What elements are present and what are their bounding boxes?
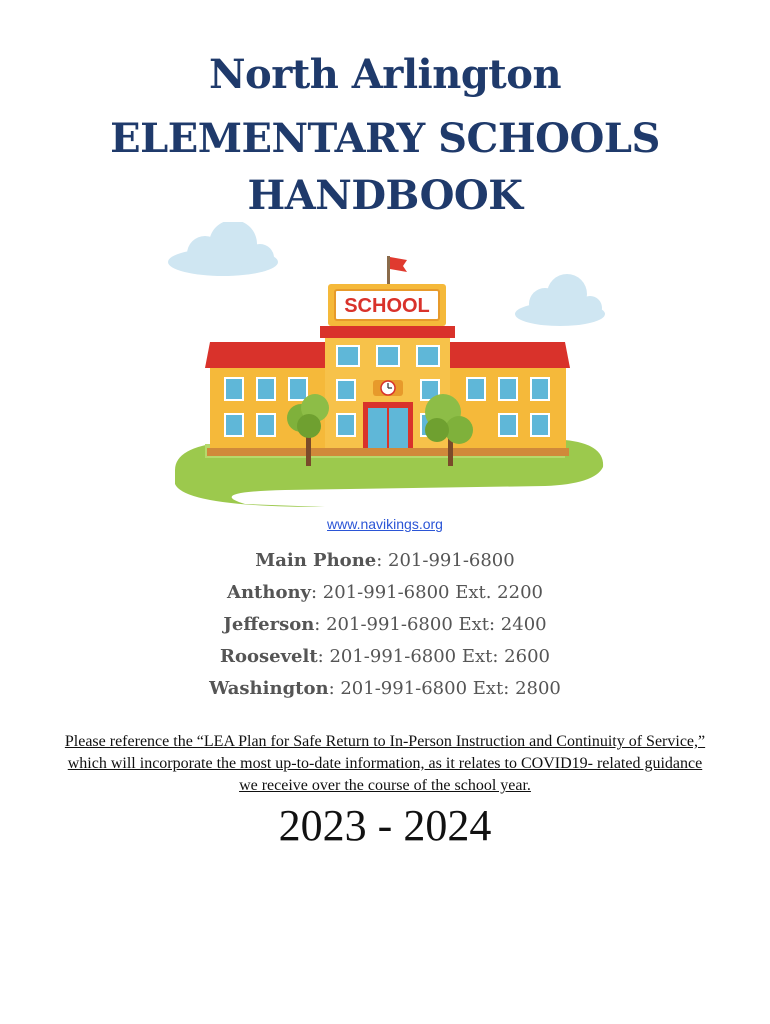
title-elementary-schools: ELEMENTARY SCHOOLS	[110, 115, 660, 162]
title-north-arlington: North Arlington	[208, 51, 562, 98]
school-building-illustration	[165, 222, 610, 507]
school-sign-text: SCHOOL	[344, 295, 430, 317]
contact-label: Jefferson	[223, 614, 315, 635]
contact-label: Main Phone	[255, 550, 377, 571]
school-year: 2023 - 2024	[278, 801, 492, 850]
left-wing-roof	[205, 342, 327, 368]
contact-value: : 201-991-6800 Ext: 2400	[314, 614, 547, 635]
contact-label: Washington	[209, 678, 329, 699]
building-base	[207, 448, 569, 456]
contact-label: Roosevelt	[220, 646, 318, 667]
cloud-left	[168, 222, 278, 276]
contact-jefferson	[0, 609, 770, 641]
contact-value: : 201-991-6800 Ext. 2200	[311, 582, 543, 603]
contact-washington	[0, 673, 770, 705]
contact-value: : 201-991-6800 Ext: 2600	[317, 646, 550, 667]
school-sign	[328, 284, 446, 326]
right-wing-roof	[448, 342, 570, 368]
contact-value: : 201-991-6800	[376, 550, 515, 571]
title-handbook: HANDBOOK	[247, 172, 523, 219]
contact-list	[0, 545, 770, 705]
contact-value: : 201-991-6800 Ext: 2800	[328, 678, 561, 699]
contact-main-phone	[0, 545, 770, 577]
contact-roosevelt	[0, 641, 770, 673]
center-roof-band	[320, 326, 455, 338]
clock-icon	[373, 380, 403, 396]
covid-guidance-notice[interactable]: Please reference the “LEA Plan for Safe Return to In-Person Instruction and Continuity of Service,” which will incorporate the most up-to-date information, as it relates to COVID19- related guidance we receive over the course of the school year.	[64, 733, 706, 794]
cloud-right	[515, 274, 605, 326]
contact-anthony	[0, 577, 770, 609]
website-link[interactable]: www.navikings.org	[327, 516, 443, 532]
contact-label: Anthony	[227, 582, 312, 603]
